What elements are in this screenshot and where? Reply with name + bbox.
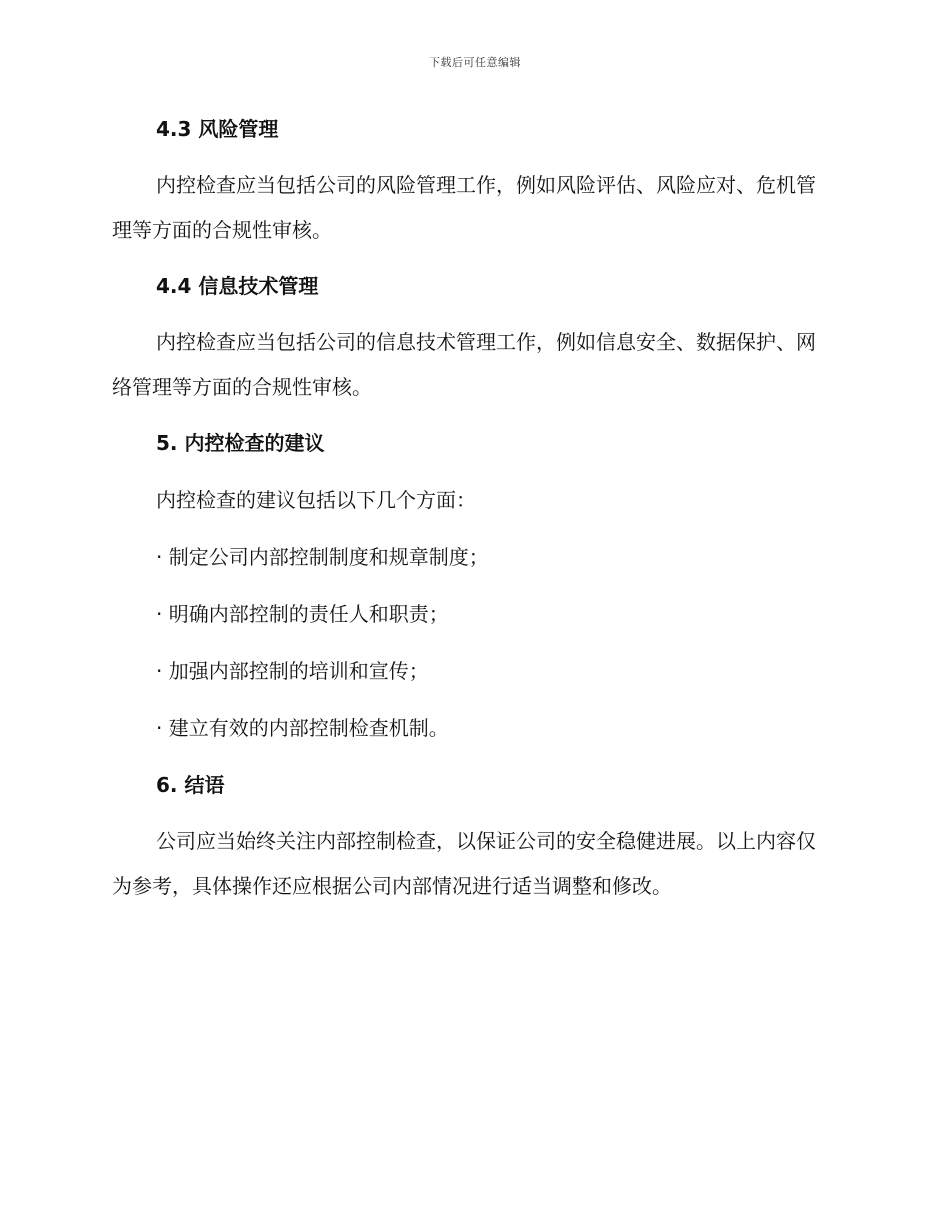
- document-body: [112, 112, 832, 909]
- section-4-4-body: 内控检查应当包括公司的信息技术管理工作，例如信息安全、数据保护、网络管理等方面的合规性审核。: [112, 330, 816, 399]
- list-item: · 明确内部控制的责任人和职责；: [156, 602, 449, 626]
- list-item: · 制定公司内部控制制度和规章制度；: [156, 545, 489, 569]
- section-6-body: 公司应当始终关注内部控制检查，以保证公司的安全稳健进展。以上内容仅为参考，具体操作还应根据公司内部情况进行适当调整和修改。: [112, 829, 816, 898]
- header-note: 下载后可任意编辑: [429, 56, 521, 69]
- section-4-4-title: 4.4 信息技术管理: [156, 274, 319, 298]
- section-4-3-title: 4.3 风险管理: [156, 117, 279, 141]
- section-5-intro: 内控检查的建议包括以下几个方面：: [156, 488, 476, 512]
- section-4-3-body: 内控检查应当包括公司的风险管理工作，例如风险评估、风险应对、危机管理等方面的合规性审核。: [112, 173, 816, 242]
- section-5-title: 5. 内控检查的建议: [156, 431, 325, 455]
- section-6-title: 6. 结语: [156, 773, 225, 797]
- list-item: · 加强内部控制的培训和宣传；: [156, 659, 429, 683]
- list-item: · 建立有效的内部控制检查机制。: [156, 716, 449, 740]
